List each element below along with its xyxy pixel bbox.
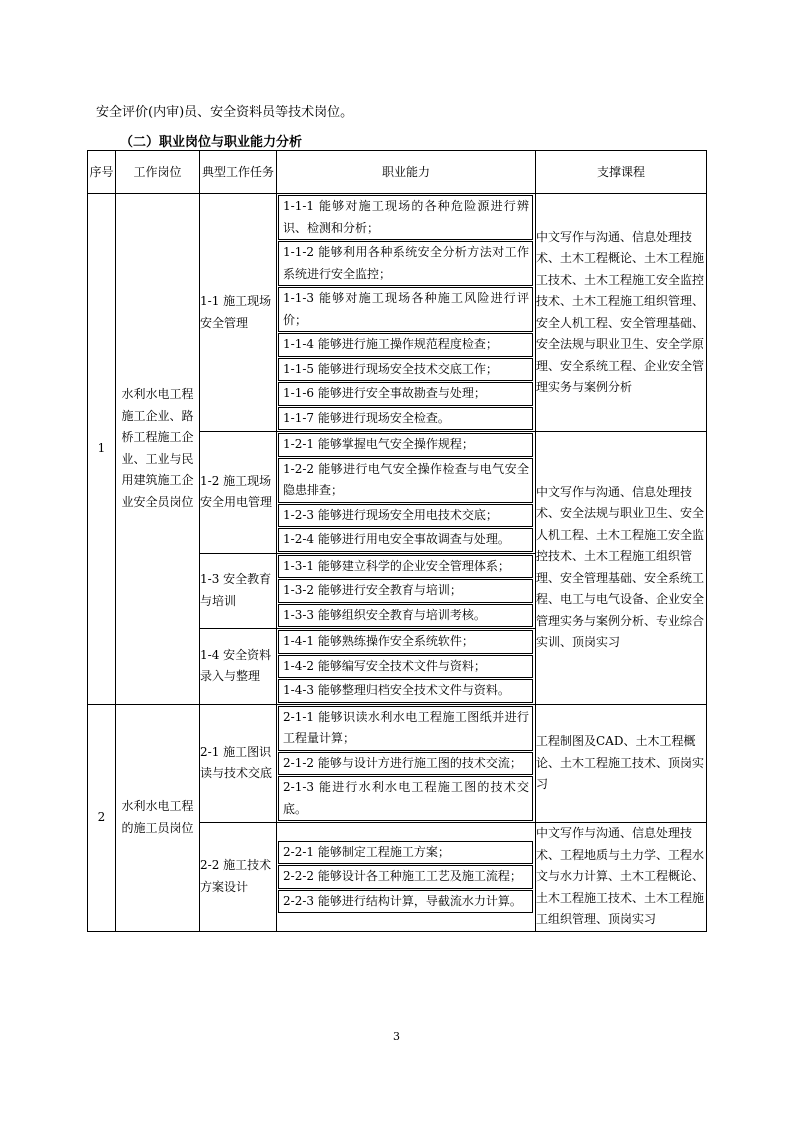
post-cell: 水利水电工程的施工员岗位 [116, 704, 200, 931]
capability-item: 1-2-4 能够进行用电安全事故调查与处理。 [278, 528, 533, 552]
capability-item: 1-1-6 能够进行安全事故勘查与处理； [278, 382, 533, 406]
capability-item: 1-3-1 能够建立科学的企业安全管理体系； [278, 555, 533, 579]
header-task: 典型工作任务 [200, 151, 277, 194]
task-cell: 2-2 施工技术方案设计 [200, 823, 277, 932]
section-heading: （二）职业岗位与职业能力分析 [120, 135, 303, 150]
capability-item: 1-2-1 能够掌握电气安全操作规程； [278, 433, 533, 457]
intro-text: 安全评价(内审)员、安全资料员等技术岗位。 [96, 105, 354, 120]
capability-cell [277, 629, 536, 705]
capability-item: 1-1-7 能够进行现场安全检查。 [278, 407, 533, 431]
capability-item: 1-1-3 能够对施工现场各种施工风险进行评价； [278, 287, 533, 332]
job-capability-table [87, 150, 707, 932]
capability-cell [277, 553, 536, 629]
capability-item: 2-1-3 能进行水利水电工程施工图的技术交底。 [278, 776, 533, 821]
courses-cell: 中文写作与沟通、信息处理技术、土木工程概论、土木工程施工技术、土木工程施工安全监控技术、土木工程施工组织管理、安全人机工程、安全管理基础、安全法规与职业卫生、安全学原理、安全系统工程、企业安全管理实务与案例分析 [536, 194, 707, 432]
capability-item: 1-2-2 能够进行电气安全操作检查与电气安全隐患排查； [278, 458, 533, 503]
task-cell: 1-4 安全资料录入与整理 [200, 629, 277, 705]
task-cell: 1-1 施工现场安全管理 [200, 194, 277, 432]
page-number: 3 [393, 1030, 400, 1043]
seq-cell: 2 [88, 704, 116, 931]
capability-item: 1-3-2 能够进行安全教育与培训； [278, 579, 533, 603]
capability-cell [277, 432, 536, 554]
task-cell: 2-1 施工图识读与技术交底 [200, 704, 277, 823]
capability-item: 1-1-5 能够进行现场安全技术交底工作； [278, 358, 533, 382]
header-post: 工作岗位 [116, 151, 200, 194]
task-cell: 1-3 安全教育与培训 [200, 553, 277, 629]
capability-item: 2-1-1 能够识读水利水电工程施工图纸并进行工程量计算； [278, 706, 533, 751]
post-cell: 水利水电工程施工企业、路桥工程施工企业、工业与民用建筑施工企业安全员岗位 [116, 194, 200, 705]
capability-item: 2-2-3 能够进行结构计算，导截流水力计算。 [278, 890, 533, 914]
courses-cell: 工程制图及CAD、土木工程概论、土木工程施工技术、顶岗实习 [536, 704, 707, 823]
seq-cell: 1 [88, 194, 116, 705]
task-cell: 1-2 施工现场安全用电管理 [200, 432, 277, 554]
courses-cell: 中文写作与沟通、信息处理技术、安全法规与职业卫生、安全人机工程、土木工程施工安全监控技术、土木工程施工组织管理、安全管理基础、安全系统工程、电工与电气设备、企业安全管理实务与案例分析、专业综合实训、顶岗实习 [536, 432, 707, 705]
capability-cell [277, 823, 536, 932]
capability-item: 1-4-3 能够整理归档安全技术文件与资料。 [278, 679, 533, 703]
table-row [88, 704, 707, 823]
capability-item: 1-2-3 能够进行现场安全用电技术交底； [278, 504, 533, 528]
capability-item: 1-1-1 能够对施工现场的各种危险源进行辨识、检测和分析； [278, 195, 533, 240]
header-capability: 职业能力 [277, 151, 536, 194]
header-courses: 支撑课程 [536, 151, 707, 194]
header-seq: 序号 [88, 151, 116, 194]
capability-item: 1-4-2 能够编写安全技术文件与资料； [278, 655, 533, 679]
capability-cell [277, 704, 536, 823]
capability-item: 2-2-2 能够设计各工种施工工艺及施工流程； [278, 865, 533, 889]
capability-item: 2-1-2 能够与设计方进行施工图的技术交流； [278, 752, 533, 776]
capability-item: 1-1-2 能够利用各种系统安全分析方法对工作系统进行安全监控； [278, 241, 533, 286]
capability-item: 1-4-1 能够熟练操作安全系统软件； [278, 630, 533, 654]
capability-item: 1-1-4 能够进行施工操作规范程度检查； [278, 333, 533, 357]
capability-cell [277, 194, 536, 432]
courses-cell: 中文写作与沟通、信息处理技术、工程地质与土力学、工程水文与水力计算、土木工程概论、土木工程施工技术、土木工程施工组织管理、顶岗实习 [536, 823, 707, 932]
capability-item: 2-2-1 能够制定工程施工方案； [278, 841, 533, 865]
table-header-row [88, 151, 707, 194]
capability-item: 1-3-3 能够组织安全教育与培训考核。 [278, 604, 533, 628]
table-row [88, 194, 707, 432]
